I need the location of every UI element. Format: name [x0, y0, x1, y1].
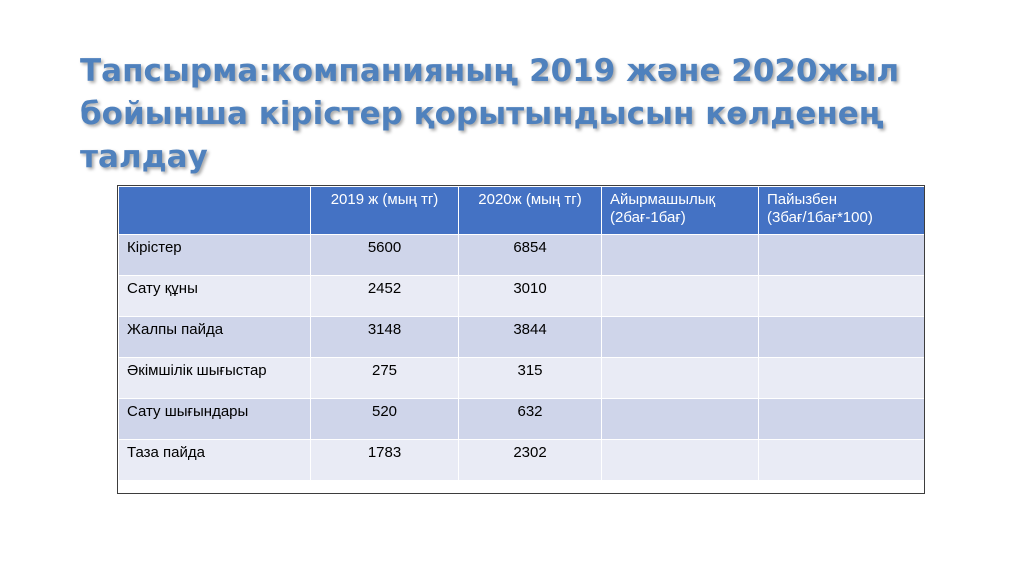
- value-percent: [759, 276, 925, 317]
- header-cell-2019: 2019 ж (мың тг): [311, 187, 459, 235]
- value-percent: [759, 399, 925, 440]
- value-difference: [602, 276, 759, 317]
- row-label: Таза пайда: [119, 440, 311, 481]
- value-2020: 315: [459, 358, 602, 399]
- table-header-row: [119, 187, 925, 235]
- slide-title-line-1: Тапсырма:компанияның 2019 және 2020жыл: [80, 53, 900, 89]
- table-row: [119, 317, 925, 358]
- value-2019: 3148: [311, 317, 459, 358]
- row-label: Сату шығындары: [119, 399, 311, 440]
- value-2019: 275: [311, 358, 459, 399]
- value-difference: [602, 317, 759, 358]
- value-2020: 3010: [459, 276, 602, 317]
- table-row: [119, 358, 925, 399]
- slide-title: [80, 50, 980, 179]
- table-row: [119, 399, 925, 440]
- row-label: Жалпы пайда: [119, 317, 311, 358]
- value-difference: [602, 399, 759, 440]
- table-row: [119, 276, 925, 317]
- table-row: [119, 440, 925, 481]
- row-label: Әкімшілік шығыстар: [119, 358, 311, 399]
- value-difference: [602, 358, 759, 399]
- value-2019: 1783: [311, 440, 459, 481]
- value-difference: [602, 235, 759, 276]
- value-2019: 5600: [311, 235, 459, 276]
- value-percent: [759, 440, 925, 481]
- table-row: [119, 235, 925, 276]
- value-percent: [759, 317, 925, 358]
- value-2020: 2302: [459, 440, 602, 481]
- value-difference: [602, 440, 759, 481]
- value-2020: 632: [459, 399, 602, 440]
- row-label: Кірістер: [119, 235, 311, 276]
- header-cell-difference: Айырмашылық (2бағ-1бағ): [602, 187, 759, 235]
- row-label: Сату құны: [119, 276, 311, 317]
- value-2020: 3844: [459, 317, 602, 358]
- value-2019: 520: [311, 399, 459, 440]
- slide-title-line-2: бойынша кірістер қорытындысын көлденең талдау: [80, 96, 884, 175]
- value-2019: 2452: [311, 276, 459, 317]
- header-cell-percent: Пайызбен (3бағ/1бағ*100): [759, 187, 925, 235]
- income-analysis-table: [118, 186, 925, 481]
- header-cell-2020: 2020ж (мың тг): [459, 187, 602, 235]
- value-percent: [759, 358, 925, 399]
- header-cell-blank: [119, 187, 311, 235]
- value-2020: 6854: [459, 235, 602, 276]
- value-percent: [759, 235, 925, 276]
